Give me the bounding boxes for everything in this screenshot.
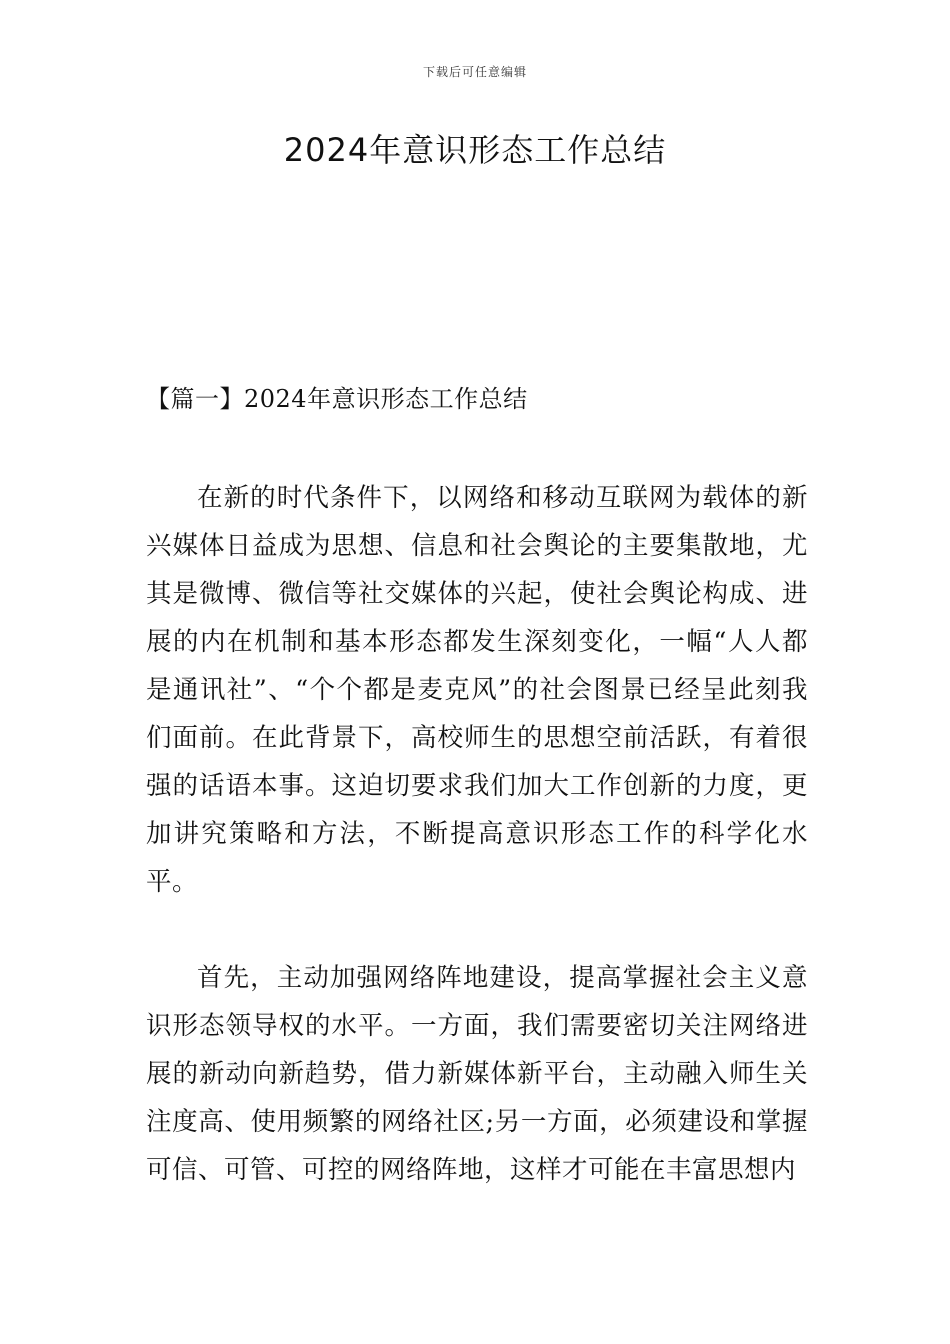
- section-heading: 【篇一】2024年意识形态工作总结: [146, 385, 528, 413]
- page-header-note: 下载后可任意编辑: [422, 65, 527, 79]
- document-body: [146, 474, 808, 1194]
- body-paragraph-2: 首先，主动加强网络阵地建设，提高掌握社会主义意识形态领导权的水平。一方面，我们需要密切关注网络进展的新动向新趋势，借力新媒体新平台，主动融入师生关注度高、使用频繁的网络社区;另一方面，必须建设和掌握可信、可管、可控的网络阵地，这样才可能在丰富思想内: [146, 963, 808, 1185]
- document-title: 2024年意识形态工作总结: [283, 131, 667, 169]
- body-paragraph-1: 在新的时代条件下，以网络和移动互联网为载体的新兴媒体日益成为思想、信息和社会舆论的主要集散地，尤其是微博、微信等社交媒体的兴起，使社会舆论构成、进展的内在机制和基本形态都发生深刻变化，一幅“人人都是通讯社”、“个个都是麦克风”的社会图景已经呈此刻我们面前。在此背景下，高校师生的思想空前活跃，有着很强的话语本事。这迫切要求我们加大工作创新的力度，更加讲究策略和方法，不断提高意识形态工作的科学化水平。: [146, 483, 808, 897]
